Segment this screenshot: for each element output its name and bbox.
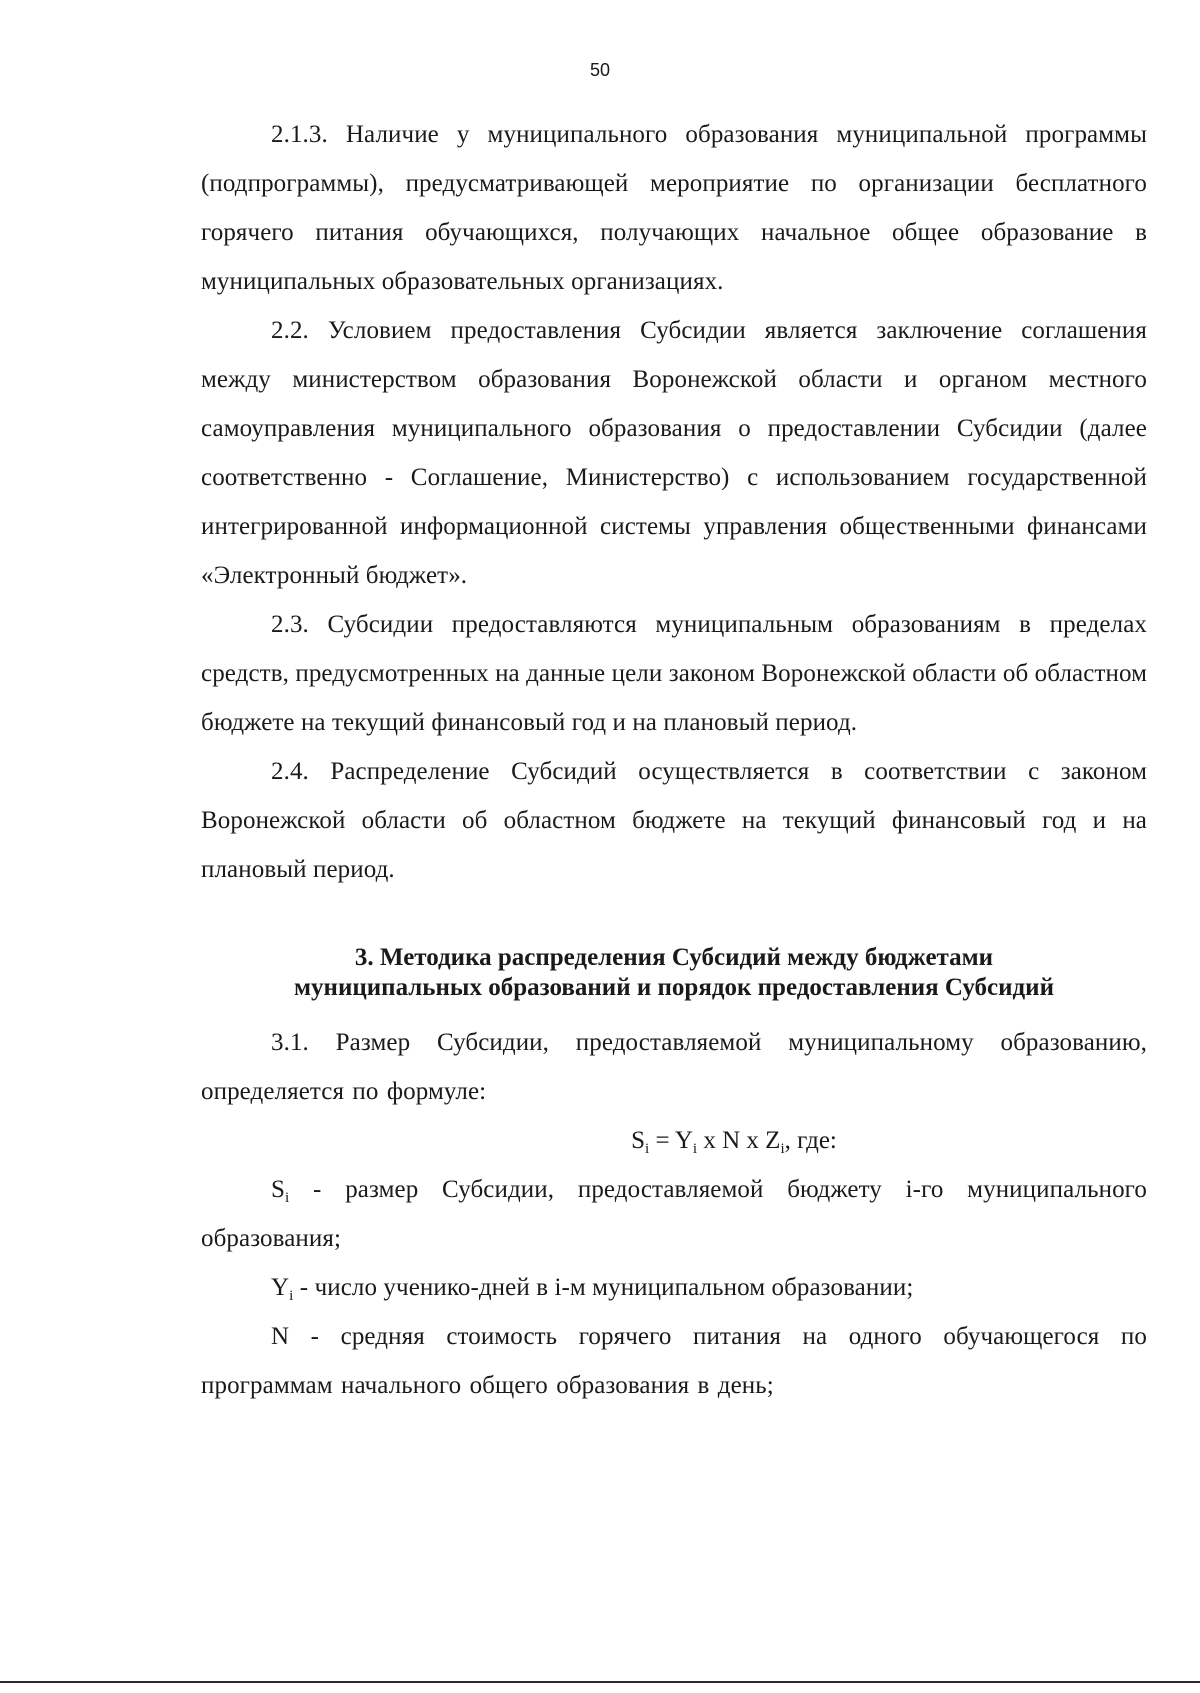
formula-times-1: x [697,1127,723,1154]
formula-y-index: i [692,1141,698,1157]
document-body [201,110,1147,1410]
section-heading [231,943,1117,1003]
formula-times-2: x [740,1127,766,1154]
section-heading-line-1: 3. Методика распределения Субсидий между бюджетами [354,944,994,971]
formula-s: S [631,1127,646,1154]
formula [201,1116,1147,1165]
bottom-rule [0,1681,1200,1683]
definition-n: N - средняя стоимость горячего питания на одного обучающегося по программам начального общего образования в день; [201,1323,1147,1399]
formula-y: Y [674,1127,693,1154]
paragraph-3-1: 3.1. Размер Субсидии, предоставляемой муниципальному образованию, определяется по формуле: [201,1029,1147,1105]
definition-y [201,1263,1147,1312]
definition-y-text: - число ученико-дней в i-м муниципальном образовании; [293,1274,914,1301]
formula-s-index: i [645,1141,650,1157]
paragraph-2-4: 2.4. Распределение Субсидий осуществляется в соответствии с законом Воронежской области об областном бюджете на текущий финансовый год и на плановый период. [201,758,1147,883]
formula-n: N [722,1127,741,1154]
paragraph-2-2: 2.2. Условием предоставления Субсидии является заключение соглашения между министерством образования Воронежской области и органом местного самоуправления муниципального образования о предоставлении Субсидии (далее соответственно - Соглашение, Министерство) с использованием государственной интегрированной информационной системы управления общественными финансами «Электронный бюджет». [201,317,1147,589]
definition-s [201,1165,1147,1263]
definition-s-index: i [285,1190,290,1206]
definition-s-text: - размер Субсидии, предоставляемой бюджету i-го муниципального образования; [201,1176,1147,1252]
page-number: 50 [589,60,611,80]
definition-y-symbol: Y [271,1274,290,1301]
formula-z-index: i [780,1141,785,1157]
definition-y-index: i [289,1288,294,1304]
formula-z: Z [765,1127,781,1154]
section-heading-line-2: муниципальных образований и порядок предоставления Субсидий [294,974,1054,1001]
definition-s-symbol: S [271,1176,286,1203]
formula-equals: = [649,1127,675,1154]
paragraph-2-1-3: 2.1.3. Наличие у муниципального образования муниципальной программы (подпрограммы), предусматривающей мероприятие по организации бесплатного горячего питания обучающихся, получающих начальное общее образование в муниципальных образовательных организациях. [201,121,1147,295]
paragraph-2-3: 2.3. Субсидии предоставляются муниципальным образованиям в пределах средств, предусмотренных на данные цели законом Воронежской области об областном бюджете на текущий финансовый год и на плановый период. [201,611,1147,736]
formula-tail: , где: [784,1127,837,1154]
